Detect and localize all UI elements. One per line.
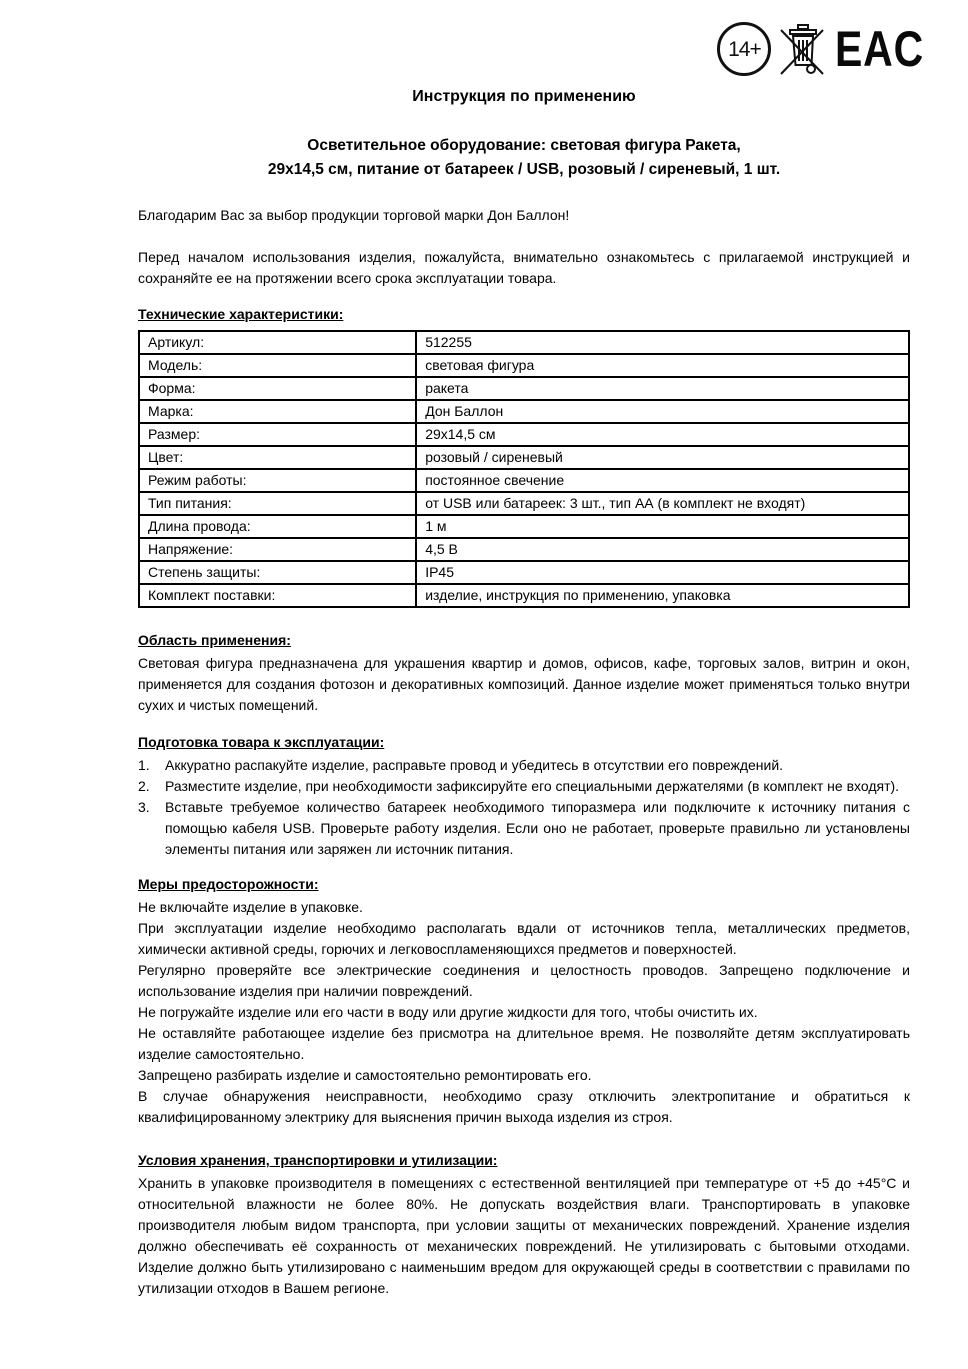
spec-label: Размер: [139,423,416,446]
document-content [138,0,910,1299]
table-row [139,377,909,400]
age-restriction-icon [717,22,771,76]
table-row [139,331,909,354]
spec-label: Цвет: [139,446,416,469]
section-heading-preparation: Подготовка товара к эксплуатации: [138,734,385,750]
list-item-text: Разместите изделие, при необходимости зафиксируйте его специальными держателями (в комплект не входят). [165,778,900,794]
subtitle-line-2: 29х14,5 см, питание от батареек / USB, розовый / сиреневый, 1 шт. [267,161,781,178]
spec-label: Режим работы: [139,469,416,492]
eac-mark: EAC [835,21,925,77]
weee-crossed-bin-icon [778,21,828,77]
spec-value: от USB или батареек: 3 шт., тип АА (в комплект не входят) [416,492,909,515]
section-heading-application: Область применения: [138,632,291,648]
list-item [138,776,910,797]
storage-text: Хранить в упаковке производителя в помещениях с естественной вентиляцией при температуре от +5 до +45°С и относительной влажности не более 80%. Не допускать воздействия влаги. Транспортировать в упаковке производителя любым видом транспорта, при условии защиты от механических повреждений. Хранение изделия должно обеспечивать её сохранность от механических повреждений. Не утилизировать с бытовыми отходами. Изделие должно быть утилизировано с наименьшим вредом для окружающей среды в соответствии с правилами по утилизации отходов в Вашем регионе. [138,1175,910,1296]
list-item [138,755,910,776]
spec-value: изделие, инструкция по применению, упаковка [416,584,909,607]
table-row [139,446,909,469]
safety-paragraph: Не погружайте изделие или его части в воду или другие жидкости для того, чтобы очистить их. [138,1004,758,1020]
section-heading-safety: Меры предосторожности: [138,876,319,892]
spec-label: Длина провода: [139,515,416,538]
section-heading-storage: Условия хранения, транспортировки и утилизации: [138,1152,498,1168]
table-row [139,423,909,446]
preparation-list [138,755,910,860]
spec-value: 4,5 В [416,538,909,561]
spec-value: IP45 [416,561,909,584]
section-heading-specs: Технические характеристики: [138,306,344,322]
spec-value: постоянное свечение [416,469,909,492]
list-item-number: 2. [138,778,150,794]
safety-paragraph: Не включайте изделие в упаковке. [138,899,363,915]
spec-label: Комплект поставки: [139,584,416,607]
table-row [139,354,909,377]
spec-value: 29х14,5 см [416,423,909,446]
application-text: Световая фигура предназначена для украшения квартир и домов, офисов, кафе, торговых залов, витрин и окон, применяется для создания фотозон и декоративных композиций. Данное изделие может применяться только внутри сухих и чистых помещений. [138,655,910,713]
spec-value: 1 м [416,515,909,538]
safety-paragraph: Не оставляйте работающее изделие без присмотра на длительное время. Не позволяйте детям эксплуатировать изделие самостоятельно. [138,1025,910,1062]
spec-value: Дон Баллон [416,400,909,423]
spec-label: Артикул: [139,331,416,354]
table-row [139,469,909,492]
table-row [139,492,909,515]
table-row [139,538,909,561]
table-row [139,561,909,584]
spec-label: Марка: [139,400,416,423]
spec-label: Степень защиты: [139,561,416,584]
spec-label: Форма: [139,377,416,400]
age-restriction-label: 14+ [728,37,761,61]
safety-paragraph: Регулярно проверяйте все электрические соединения и целостность проводов. Запрещено подключение и использование изделия при наличии повреждений. [138,962,910,999]
page-title: Инструкция по применению [412,88,636,105]
product-subtitle [138,134,910,182]
spec-value: розовый / сиреневый [416,446,909,469]
intro-paragraph-thanks: Благодарим Вас за выбор продукции торговой марки Дон Баллон! [138,207,570,223]
spec-label: Тип питания: [139,492,416,515]
safety-paragraph: Запрещено разбирать изделие и самостоятельно ремонтировать его. [138,1067,592,1083]
certification-badges [717,20,944,78]
spec-label: Напряжение: [139,538,416,561]
spec-value: 512255 [416,331,909,354]
spec-value: световая фигура [416,354,909,377]
list-item-text: Аккуратно распакуйте изделие, расправьте провод и убедитесь в отсутствии его повреждений. [165,757,784,773]
spec-value: ракета [416,377,909,400]
spec-label: Модель: [139,354,416,377]
safety-paragraph: В случае обнаружения неисправности, необходимо сразу отключить электропитание и обратиться к квалифицированному электрику для выяснения причин выхода изделия из строя. [138,1088,910,1125]
subtitle-line-1: Осветительное оборудование: световая фигура Ракета, [307,137,741,154]
list-item [138,797,910,860]
list-item-number: 3. [138,799,150,815]
intro-paragraph-readme: Перед началом использования изделия, пожалуйста, внимательно ознакомьтесь с прилагаемой инструкцией и сохраняйте ее на протяжении всего срока эксплуатации товара. [138,249,910,286]
safety-paragraph: При эксплуатации изделие необходимо располагать вдали от источников тепла, металлических предметов, химически активной среды, горючих и легковоспламеняющихся предметов и поверхностей. [138,920,910,957]
specs-table [138,330,910,608]
table-row [139,584,909,607]
list-item-number: 1. [138,757,150,773]
table-row [139,515,909,538]
table-row [139,400,909,423]
list-item-text: Вставьте требуемое количество батареек необходимого типоразмера или подключите к источнику питания с помощью кабеля USB. Проверьте работу изделия. Если оно не работает, проверьте правильно ли установлены элементы питания или заряжен ли источник питания. [165,799,910,857]
safety-paragraphs [138,897,910,1128]
